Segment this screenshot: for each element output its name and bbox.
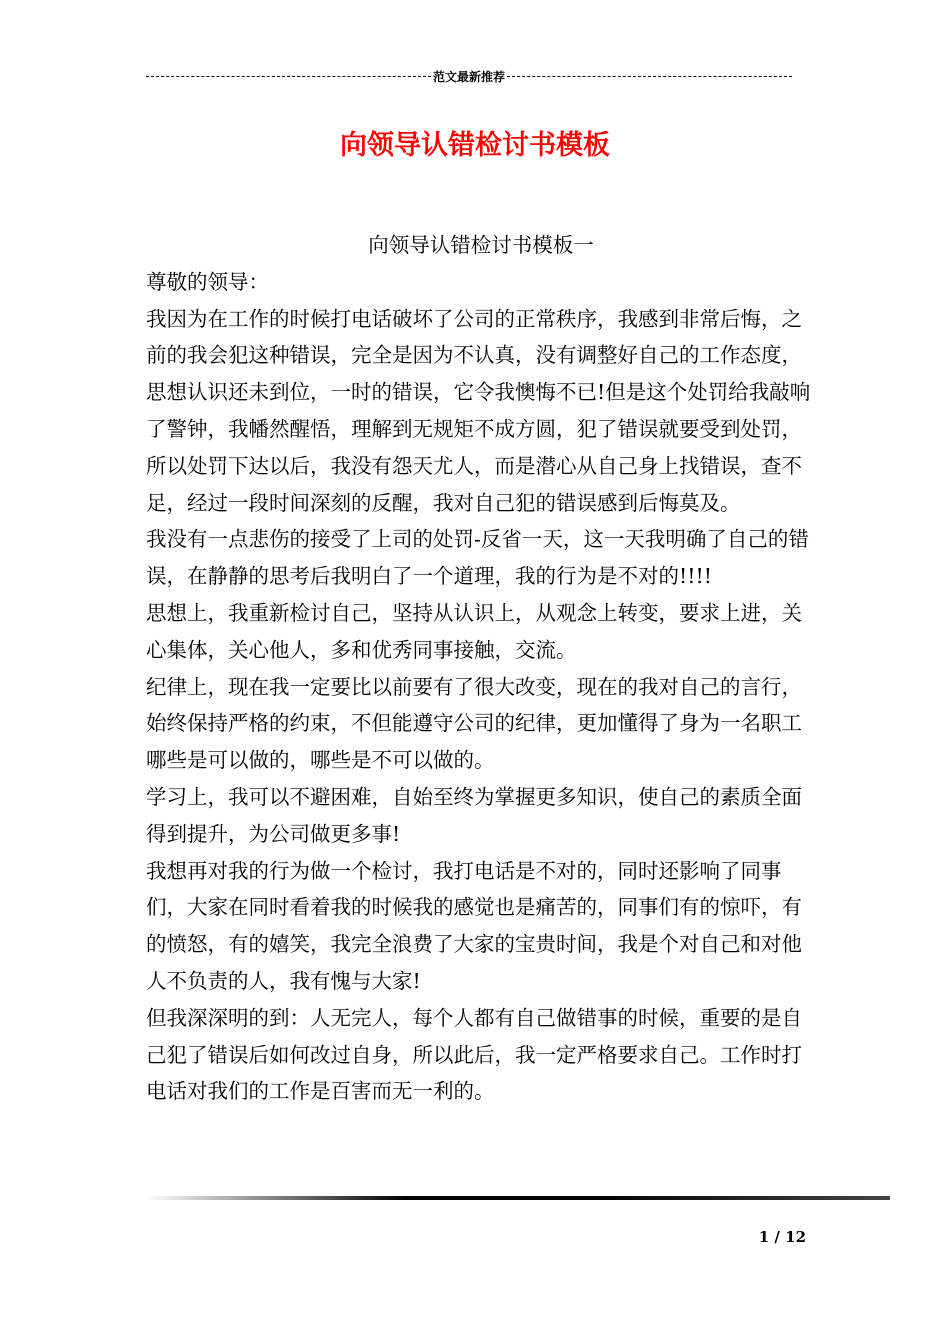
paragraph-2: 我没有一点悲伤的接受了上司的处罚-反省一天，这一天我明确了自己的错误，在静静的思考后我明白了一个道理，我的行为是不对的!!!! <box>146 527 809 589</box>
page-number: 1 / 12 <box>758 1228 806 1246</box>
document-subtitle: 向领导认错检讨书模板一 <box>368 233 594 257</box>
paragraph-4: 纪律上，现在我一定要比以前要有了很大改变，现在的我对自己的言行，始终保持严格的约束，不但能遵守公司的纪律，更加懂得了身为一名职工哪些是可以做的，哪些是不可以做的。 <box>146 674 802 773</box>
paragraph-6: 我想再对我的行为做一个检讨，我打电话是不对的，同时还影响了同事们，大家在同时看着我的时候我的感觉也是痛苦的，同事们有的惊吓，有的愤怒，有的嬉笑，我完全浪费了大家的宝贵时间，我是个对自己和对他人不负责的人，我有愧与大家! <box>146 858 802 993</box>
paragraph-5: 学习上，我可以不避困难，自始至终为掌握更多知识，使自己的素质全面得到提升，为公司做更多事! <box>146 784 802 846</box>
document-title: 向领导认错检讨书模板 <box>340 130 610 161</box>
header-label: 范文最新推荐 <box>433 69 506 84</box>
footer-divider <box>146 1196 890 1200</box>
document-body <box>146 227 816 1110</box>
paragraph-3: 思想上，我重新检讨自己，坚持从认识上，从观念上转变，要求上进，关心集体，关心他人，多和优秀同事接触，交流。 <box>146 600 802 662</box>
paragraph-7: 但我深深明的到：人无完人，每个人都有自己做错事的时候，重要的是自己犯了错误后如何改过自身，所以此后，我一定严格要求自己。工作时打电话对我们的工作是百害而无一利的。 <box>146 1005 802 1104</box>
paragraph-1: 我因为在工作的时候打电话破坏了公司的正常秩序，我感到非常后悔，之前的我会犯这种错误，完全是因为不认真，没有调整好自己的工作态度，思想认识还未到位，一时的错误，它令我懊悔不已!但是这个处罚给我敲响了警钟，我幡然醒悟，理解到无规矩不成方圆，犯了错误就要受到处罚，所以处罚下达以后，我没有怨天尤人，而是潜心从自己身上找错误，查不足，经过一段时间深刻的反醒，我对自己犯的错误感到后悔莫及。 <box>146 306 811 515</box>
header-dash-right <box>507 76 792 77</box>
salutation: 尊敬的领导： <box>146 269 269 294</box>
page-header <box>146 66 792 86</box>
header-dash-left <box>146 76 431 77</box>
